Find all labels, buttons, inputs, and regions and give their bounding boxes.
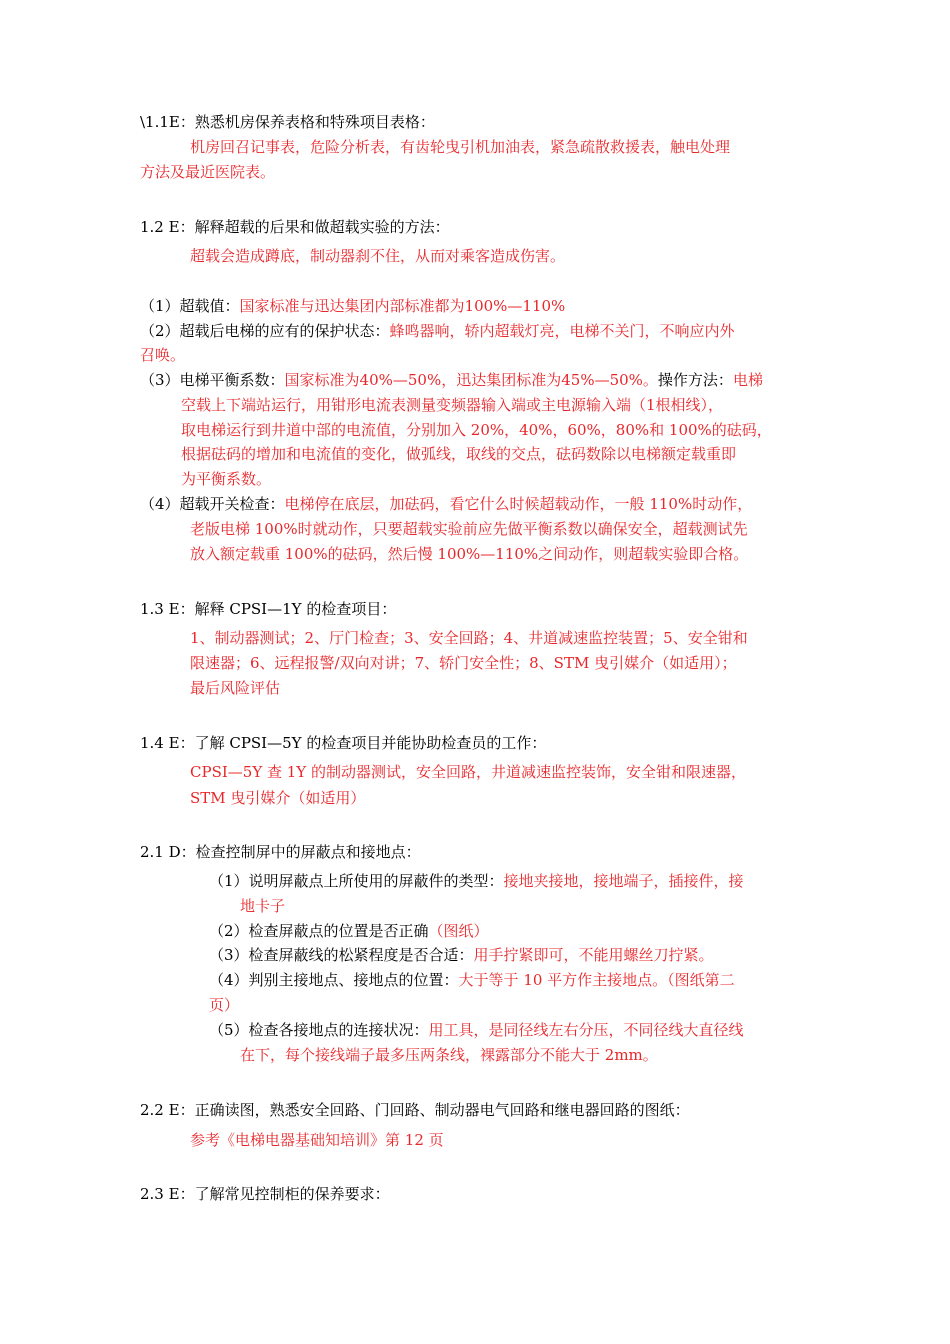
section-1-2-heading: 1.2 E：解释超载的后果和做超载实验的方法：	[140, 218, 450, 236]
overload-item-1	[140, 296, 565, 316]
overload-item-3-line-4: 根据砝码的增加和电流值的变化，做弧线，取线的交点，砝码数除以电梯额定载重即	[181, 445, 737, 463]
grounding-item-4-text-cont: 页）	[209, 996, 240, 1014]
overload-item-2-text: 蜂鸣器响，轿内超载灯亮，电梯不关门，不响应内外	[389, 322, 735, 340]
section-1-3-answer-line-2: 限速器；6、远程报警/双向对讲；7、轿门安全性；8、STM 曳引媒介（如适用）；	[190, 654, 737, 672]
section-1-1-answer-line-2: 方法及最近医院表。	[140, 163, 276, 181]
grounding-item-1-label: （1）说明屏蔽点上所使用的屏蔽件的类型：	[209, 872, 504, 890]
overload-item-1-text: 国家标准与迅达集团内部标准都为100%—110%	[239, 297, 566, 315]
grounding-item-1-text: 接地夹接地，接地端子，插接件，接	[503, 872, 744, 890]
section-2-2-heading: 2.2 E：正确读图，熟悉安全回路、门回路、制动器电气回路和继电器回路的图纸：	[140, 1101, 690, 1119]
grounding-item-5-text-cont: 在下，每个接线端子最多压两条线，裸露部分不能大于 2mm。	[240, 1046, 658, 1064]
section-1-1-heading: \1.1E：熟悉机房保养表格和特殊项目表格：	[140, 113, 435, 131]
grounding-item-4-text: 大于等于 10 平方作主接地点。（图纸第二	[458, 971, 735, 989]
section-1-4-answer-line-1: CPSI—5Y 查 1Y 的制动器测试，安全回路，井道减速监控装饰，安全钳和限速器，	[190, 763, 746, 781]
section-2-1-heading: 2.1 D：检查控制屏中的屏蔽点和接地点：	[140, 843, 421, 861]
grounding-item-1-text-cont: 地卡子	[240, 897, 286, 915]
grounding-item-2-text: （图纸）	[428, 922, 489, 940]
grounding-item-4	[209, 970, 735, 990]
grounding-item-5-text: 用工具，是同径线左右分压，不同径线大直径线	[428, 1021, 744, 1039]
grounding-item-2-label: （2）检查屏蔽点的位置是否正确	[209, 922, 429, 940]
overload-item-2-label: （2）超载后电梯的应有的保护状态：	[140, 322, 390, 340]
overload-item-3-line-2: 空载上下端站运行，用钳形电流表测量变频器输入端或主电源输入端（1根相线），	[181, 396, 724, 414]
section-2-2-answer: 参考《电梯电器基础知培训》第 12 页	[190, 1131, 444, 1149]
overload-item-3-mid: 操作方法：	[657, 371, 733, 389]
section-1-3-answer-line-3: 最后风险评估	[190, 679, 281, 697]
overload-item-2	[140, 321, 735, 341]
grounding-item-3	[209, 945, 714, 965]
grounding-item-5	[209, 1020, 744, 1040]
overload-item-4	[140, 494, 752, 514]
grounding-item-3-label: （3）检查屏蔽线的松紧程度是否合适：	[209, 946, 474, 964]
overload-item-3	[140, 370, 763, 390]
overload-item-3-text-b: 电梯	[732, 371, 763, 389]
grounding-item-1	[209, 871, 744, 891]
grounding-item-3-text: 用手拧紧即可，不能用螺丝刀拧紧。	[473, 946, 714, 964]
overload-item-4-line-2: 老版电梯 100%时就动作，只要超载实验前应先做平衡系数以确保安全，超载测试先	[190, 520, 748, 538]
section-1-3-answer-line-1: 1、制动器测试；2、厅门检查；3、安全回路；4、井道减速监控装置；5、安全钳和	[190, 629, 748, 647]
overload-item-4-text: 电梯停在底层，加砝码，看它什么时候超载动作，一般 110%时动作，	[284, 495, 753, 513]
overload-item-4-label: （4）超载开关检查：	[140, 495, 285, 513]
grounding-item-4-label: （4）判别主接地点、接地点的位置：	[209, 971, 459, 989]
grounding-item-2	[209, 921, 489, 941]
overload-item-1-label: （1）超载值：	[140, 297, 240, 315]
section-1-2-answer: 超载会造成蹲底，制动器刹不住，从而对乘客造成伤害。	[190, 247, 566, 265]
overload-item-3-line-3: 取电梯运行到井道中部的电流值，分别加入 20%，40%，60%，80%和 100%的砝码，	[181, 421, 772, 439]
overload-item-2-text-cont: 召唤。	[140, 346, 186, 364]
grounding-item-5-label: （5）检查各接地点的连接状况：	[209, 1021, 429, 1039]
overload-item-3-text-a: 国家标准为40%—50%，迅达集团标准为45%—50%。	[284, 371, 658, 389]
section-1-4-answer-line-2: STM 曳引媒介（如适用）	[190, 789, 366, 807]
overload-item-3-label: （3）电梯平衡系数：	[140, 371, 285, 389]
overload-item-3-line-5: 为平衡系数。	[181, 470, 272, 488]
section-2-3-heading: 2.3 E：了解常见控制柜的保养要求：	[140, 1185, 390, 1203]
section-1-1-answer-line-1: 机房回召记事表，危险分析表，有齿轮曳引机加油表，紧急疏散救援表，触电处理	[190, 138, 731, 156]
overload-item-4-line-3: 放入额定载重 100%的砝码，然后慢 100%—110%之间动作，则超载实验即合格。	[190, 545, 749, 563]
section-1-4-heading: 1.4 E：了解 CPSI—5Y 的检查项目并能协助检查员的工作：	[140, 734, 547, 752]
section-1-3-heading: 1.3 E：解释 CPSI—1Y 的检查项目：	[140, 600, 397, 618]
